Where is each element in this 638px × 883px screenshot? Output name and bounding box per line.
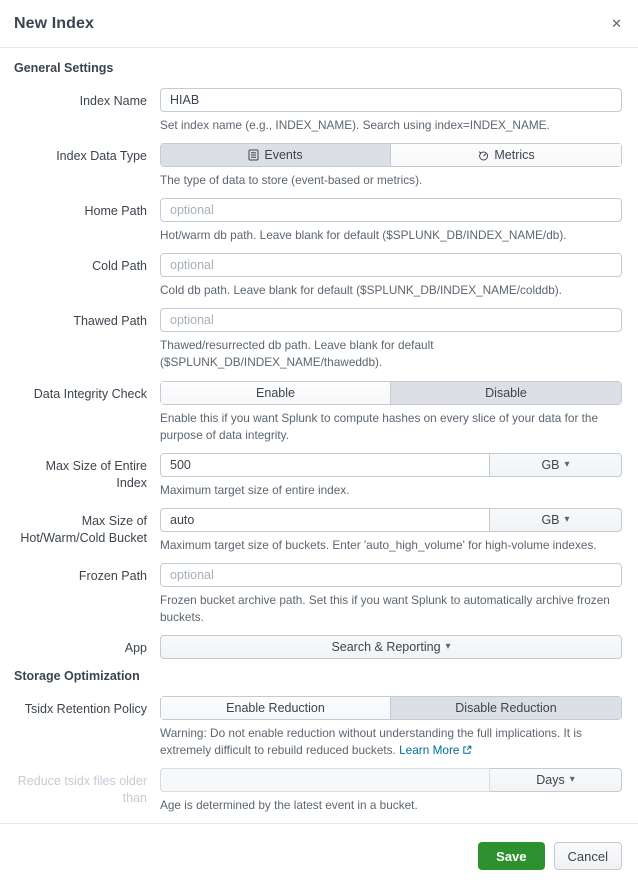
unit-label: Days <box>536 773 565 788</box>
close-icon[interactable]: ✕ <box>611 16 622 31</box>
field-thawed-path <box>14 308 622 375</box>
page-title: New Index <box>14 15 95 32</box>
events-list-icon <box>248 149 259 161</box>
max-size-entire-index-unit-dropdown[interactable] <box>490 453 622 477</box>
caret-down-icon: ▾ <box>564 458 570 470</box>
max-size-entire-index-label: Max Size of Entire Index <box>45 458 147 490</box>
max-size-entire-index-help: Maximum target size of entire index. <box>160 482 350 497</box>
max-size-bucket-input[interactable] <box>160 508 490 532</box>
disable-reduction-button[interactable] <box>391 697 621 719</box>
metrics-gauge-icon <box>477 149 489 161</box>
thawed-path-label: Thawed Path <box>73 314 147 329</box>
integrity-disable-button[interactable] <box>391 382 621 404</box>
cold-path-help: Cold db path. Leave blank for default ($SPLUNK_DB/INDEX_NAME/colddb). <box>160 283 562 298</box>
metrics-option-button[interactable] <box>391 144 621 166</box>
tsidx-retention-policy-label: Tsidx Retention Policy <box>24 702 147 717</box>
field-index-name <box>14 88 622 138</box>
metrics-option-label: Metrics <box>494 148 535 163</box>
reduce-tsidx-unit-dropdown[interactable] <box>490 768 622 792</box>
warning-text: Warning: Do not enable reduction without understanding the full implications. It is extremely difficult to rebuild reduced buckets. <box>160 726 582 758</box>
app-dropdown-value: Search & Reporting <box>331 640 441 655</box>
cold-path-input[interactable] <box>160 253 622 277</box>
unit-label: GB <box>541 457 560 472</box>
app-dropdown[interactable] <box>160 635 622 659</box>
enable-reduction-label: Enable Reduction <box>226 701 325 716</box>
reduce-tsidx-label: Reduce tsidx files older than <box>17 774 147 806</box>
index-data-type-toggle <box>160 143 622 167</box>
field-app <box>14 635 622 659</box>
index-name-input[interactable] <box>160 88 622 112</box>
frozen-path-label: Frozen Path <box>78 568 147 583</box>
app-label: App <box>124 641 147 656</box>
cancel-button[interactable]: Cancel <box>554 842 622 870</box>
learn-more-link[interactable] <box>399 743 472 757</box>
home-path-label: Home Path <box>84 204 147 219</box>
thawed-path-help: Thawed/resurrected db path. Leave blank for default ($SPLUNK_DB/INDEX_NAME/thaweddb). <box>160 338 434 370</box>
field-home-path <box>14 198 622 248</box>
cold-path-label: Cold Path <box>92 259 147 274</box>
save-button[interactable]: Save <box>478 842 544 870</box>
learn-more-label: Learn More <box>399 743 460 758</box>
events-option-label: Events <box>264 148 303 163</box>
integrity-disable-label: Disable <box>485 385 527 400</box>
disable-reduction-label: Disable Reduction <box>455 701 557 716</box>
events-option-button[interactable] <box>161 144 391 166</box>
frozen-path-input[interactable] <box>160 563 622 587</box>
max-size-bucket-help: Maximum target size of buckets. Enter 'auto_high_volume' for high-volume indexes. <box>160 537 597 552</box>
index-name-label: Index Name <box>79 94 147 108</box>
modal-header <box>0 0 638 48</box>
reduce-tsidx-help: Age is determined by the latest event in a bucket. <box>160 798 418 813</box>
tsidx-retention-toggle <box>160 696 622 720</box>
caret-down-icon: ▾ <box>445 641 451 653</box>
field-tsidx-retention-policy <box>14 696 622 763</box>
tsidx-retention-warning <box>160 725 622 759</box>
unit-label: GB <box>541 512 560 527</box>
reduce-tsidx-input <box>160 768 490 792</box>
caret-down-icon: ▾ <box>569 774 575 786</box>
thawed-path-input[interactable] <box>160 308 622 332</box>
modal-footer <box>0 823 638 883</box>
integrity-enable-button[interactable] <box>161 382 391 404</box>
caret-down-icon: ▾ <box>564 513 570 525</box>
home-path-help: Hot/warm db path. Leave blank for default ($SPLUNK_DB/INDEX_NAME/db). <box>160 228 567 243</box>
field-max-size-entire-index <box>14 453 622 503</box>
home-path-input[interactable] <box>160 198 622 222</box>
section-general-settings: General Settings <box>14 61 114 75</box>
index-data-type-help: The type of data to store (event-based or metrics). <box>160 173 423 188</box>
frozen-path-help: Frozen bucket archive path. Set this if you want Splunk to automatically archive frozen buckets. <box>160 592 610 625</box>
field-index-data-type <box>14 143 622 193</box>
integrity-enable-label: Enable <box>256 385 295 400</box>
modal-body <box>0 48 638 823</box>
field-data-integrity-check <box>14 381 622 448</box>
data-integrity-help: Enable this if you want Splunk to compute hashes on every slice of your data for the purpose of data integrity. <box>160 410 599 442</box>
field-reduce-tsidx <box>14 768 622 818</box>
max-size-entire-index-input[interactable] <box>160 453 490 477</box>
external-link-icon <box>462 745 472 755</box>
field-cold-path <box>14 253 622 303</box>
field-frozen-path <box>14 563 622 630</box>
index-name-help: Set index name (e.g., INDEX_NAME). Search using index=INDEX_NAME. <box>160 118 550 132</box>
max-size-bucket-unit-dropdown[interactable] <box>490 508 622 532</box>
enable-reduction-button[interactable] <box>161 697 391 719</box>
data-integrity-toggle <box>160 381 622 405</box>
section-storage-optimization: Storage Optimization <box>14 669 140 684</box>
field-max-size-bucket <box>14 508 622 558</box>
index-data-type-label: Index Data Type <box>56 149 147 164</box>
data-integrity-check-label: Data Integrity Check <box>33 386 147 401</box>
max-size-bucket-label: Max Size of Hot/Warm/Cold Bucket <box>20 513 147 545</box>
